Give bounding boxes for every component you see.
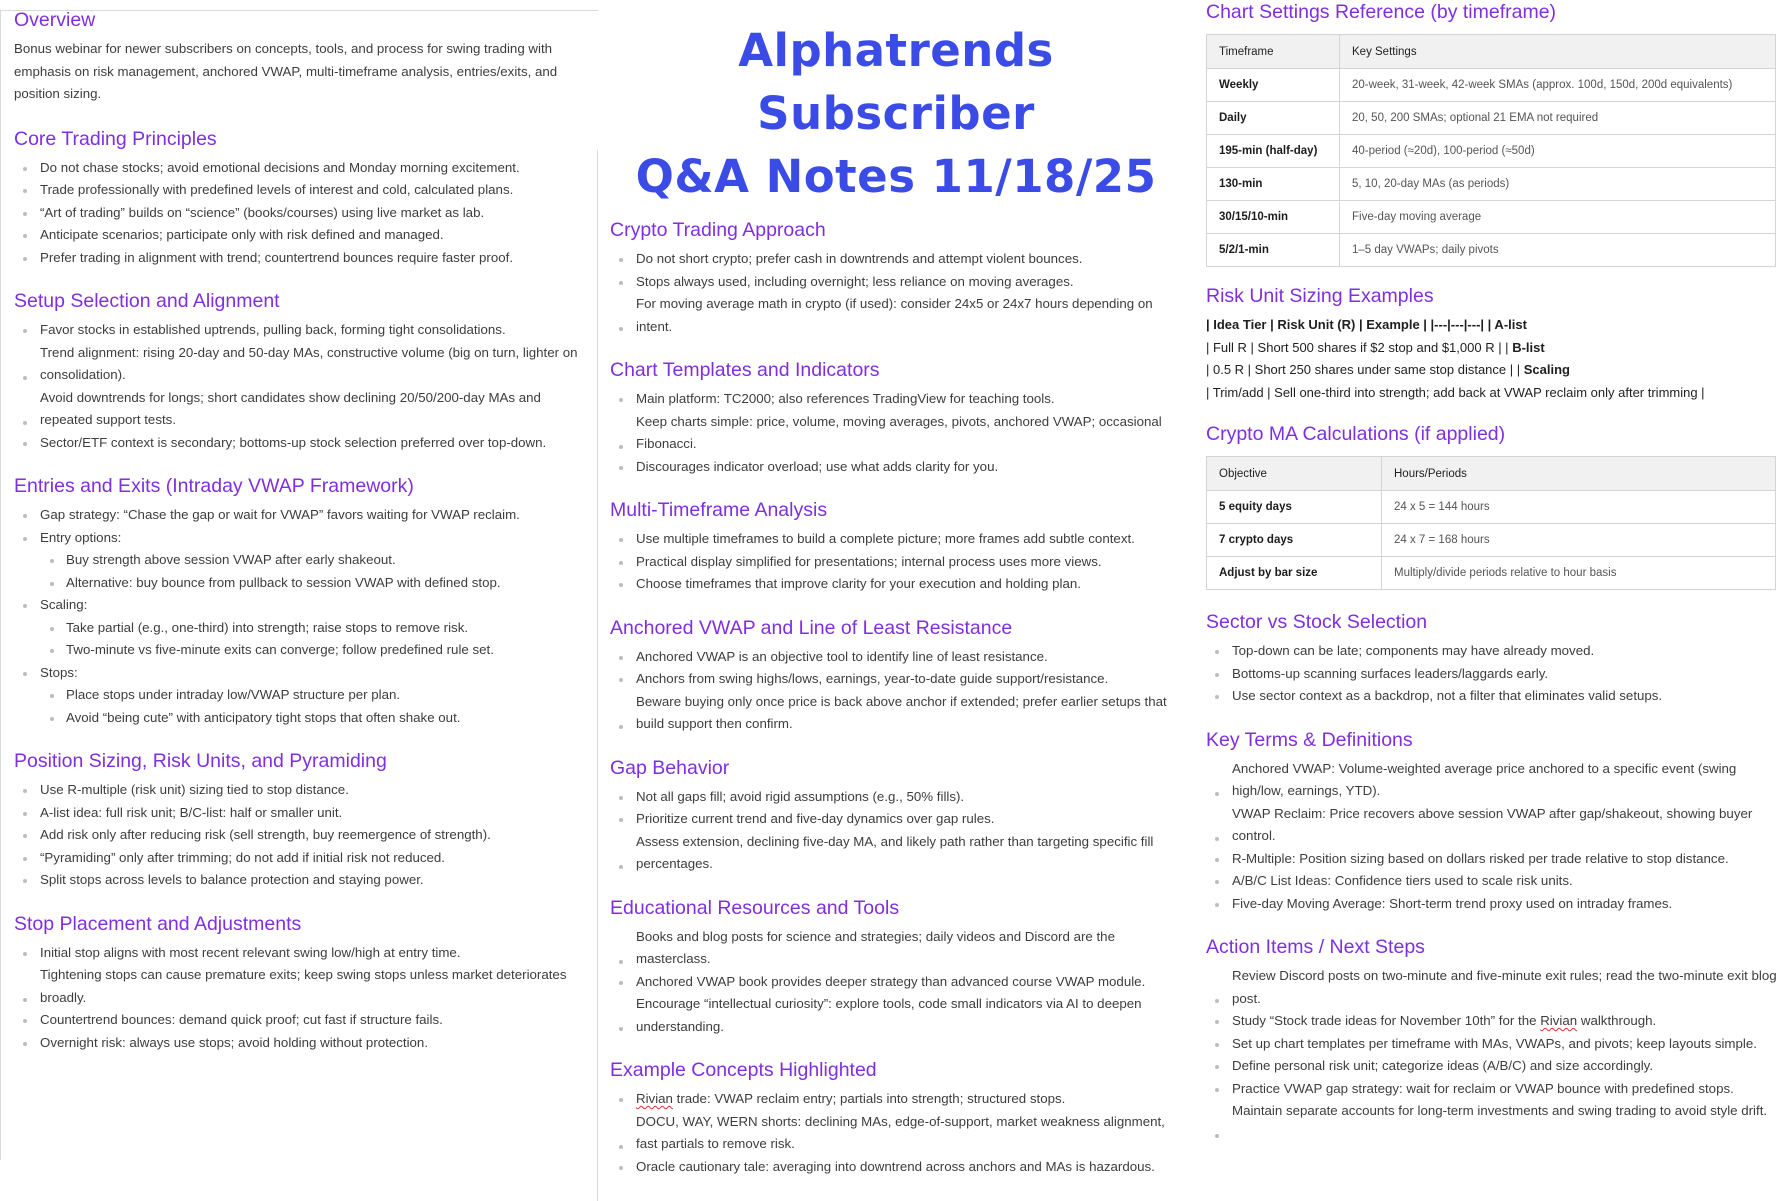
action-text: Study “Stock trade ideas for November 10th” for the bbox=[1232, 1013, 1541, 1028]
mta-section bbox=[610, 498, 1194, 596]
avwap-list bbox=[610, 646, 1194, 736]
entries-heading: Entries and Exits (Intraday VWAP Framework) bbox=[14, 475, 414, 497]
list-item: Define personal risk unit; categorize ideas (A/B/C) and size accordingly. bbox=[1206, 1055, 1789, 1078]
gap-section bbox=[610, 756, 1194, 876]
table-cell: Five-day moving average bbox=[1340, 201, 1776, 234]
document-title bbox=[598, 19, 1194, 208]
sector-list bbox=[1206, 640, 1789, 708]
list-item: Buy strength above session VWAP after early shakeout. bbox=[14, 549, 598, 572]
list-item: Overnight risk: always use stops; avoid holding without protection. bbox=[14, 1032, 598, 1055]
list-item: Oracle cautionary tale: averaging into downtrend across anchors and MAs is hazardous. bbox=[610, 1156, 1194, 1179]
list-item: Trade professionally with predefined levels of interest and cold, calculated plans. bbox=[14, 179, 598, 202]
col-header-hours: Hours/Periods bbox=[1382, 457, 1776, 491]
crypto-ma-section bbox=[1206, 422, 1789, 590]
table-cell: Multiply/divide periods relative to hour basis bbox=[1382, 557, 1776, 590]
sizing-list bbox=[14, 779, 598, 892]
terms-list bbox=[1206, 758, 1789, 916]
terms-heading: Key Terms & Definitions bbox=[1206, 728, 1413, 751]
table-cell: 20, 50, 200 SMAs; optional 21 EMA not required bbox=[1340, 102, 1776, 135]
list-item: Beware buying only once price is back above anchor if extended; prefer earlier setups that build support then confirm. bbox=[610, 691, 1194, 736]
risk-line-2-bold: B-list bbox=[1512, 339, 1545, 355]
mta-heading: Multi-Timeframe Analysis bbox=[610, 499, 828, 521]
table-cell: 30/15/10-min bbox=[1207, 201, 1340, 234]
sizing-section bbox=[14, 749, 598, 892]
mta-list bbox=[610, 528, 1194, 596]
gap-heading: Gap Behavior bbox=[610, 756, 730, 779]
list-item: Anticipate scenarios; participate only with risk defined and managed. bbox=[14, 224, 598, 247]
list-item: Entry options: bbox=[14, 527, 598, 550]
table-cell: Daily bbox=[1207, 102, 1340, 135]
list-item: Top-down can be late; components may have already moved. bbox=[1206, 640, 1789, 663]
list-item: Use R-multiple (risk unit) sizing tied to stop distance. bbox=[14, 779, 598, 802]
edu-list bbox=[610, 926, 1194, 1039]
table-row bbox=[1207, 524, 1776, 557]
avwap-heading: Anchored VWAP and Line of Least Resistance bbox=[610, 616, 1013, 639]
list-item: A/B/C List Ideas: Confidence tiers used to scale risk units. bbox=[1206, 870, 1789, 893]
settings-heading: Chart Settings Reference (by timeframe) bbox=[1206, 1, 1557, 23]
list-item: VWAP Reclaim: Price recovers above session VWAP after gap/shakeout, showing buyer control. bbox=[1206, 803, 1789, 848]
list-item: Do not chase stocks; avoid emotional decisions and Monday morning excitement. bbox=[14, 157, 598, 180]
gap-list bbox=[610, 786, 1194, 876]
list-item: Maintain separate accounts for long-term investments and swing trading to avoid style drift. bbox=[1206, 1100, 1789, 1123]
setup-section bbox=[14, 289, 598, 454]
table-cell: Adjust by bar size bbox=[1207, 557, 1382, 590]
list-item: Anchored VWAP: Volume-weighted average price anchored to a specific event (swing high/low, earnings, YTD). bbox=[1206, 758, 1789, 803]
table-row bbox=[1207, 102, 1776, 135]
list-item: Not all gaps fill; avoid rigid assumptions (e.g., 50% fills). bbox=[610, 786, 1194, 809]
table-row bbox=[1207, 491, 1776, 524]
overview-heading: Overview bbox=[14, 9, 96, 31]
table-row bbox=[1207, 234, 1776, 267]
list-item: Add risk only after reducing risk (sell strength, buy reemergence of strength). bbox=[14, 824, 598, 847]
list-item: Initial stop aligns with most recent relevant swing low/high at entry time. bbox=[14, 942, 598, 965]
crypto-list bbox=[610, 248, 1194, 338]
rivian-text: trade: VWAP reclaim entry; partials into strength; structured stops. bbox=[672, 1091, 1066, 1106]
list-item: Discourages indicator overload; use what adds clarity for you. bbox=[610, 456, 1194, 479]
list-item: Encourage “intellectual curiosity”: explore tools, code small indicators via AI to deepen understanding. bbox=[610, 993, 1194, 1038]
table-row bbox=[1207, 201, 1776, 234]
col-header-timeframe: Timeframe bbox=[1207, 35, 1340, 69]
table-cell: 24 x 5 = 144 hours bbox=[1382, 491, 1776, 524]
list-item: R-Multiple: Position sizing based on dollars risked per trade relative to stop distance. bbox=[1206, 848, 1789, 871]
avwap-section bbox=[610, 616, 1194, 736]
table-row bbox=[1207, 135, 1776, 168]
title-line-1: Alphatrends Subscriber bbox=[738, 24, 1054, 140]
list-item: Do not short crypto; prefer cash in downtrends and attempt violent bounces. bbox=[610, 248, 1194, 271]
list-item: Countertrend bounces: demand quick proof; cut fast if structure fails. bbox=[14, 1009, 598, 1032]
crypto-ma-heading: Crypto MA Calculations (if applied) bbox=[1206, 423, 1506, 445]
list-item: Scaling: bbox=[14, 594, 598, 617]
list-item: Sector/ETF context is secondary; bottoms-up stock selection preferred over top-down. bbox=[14, 432, 598, 455]
list-item: DOCU, WAY, WERN shorts: declining MAs, edge-of-support, market weakness alignment, fast partials to remove risk. bbox=[610, 1111, 1194, 1156]
settings-table bbox=[1206, 34, 1776, 267]
crypto-section bbox=[610, 218, 1194, 338]
examples-section bbox=[610, 1058, 1194, 1178]
risk-line-2-text: | Full R | Short 500 shares if $2 stop and $1,000 R | | bbox=[1206, 339, 1513, 355]
list-item: Use sector context as a backdrop, not a filter that eliminates valid setups. bbox=[1206, 685, 1789, 708]
list-item bbox=[1206, 1010, 1789, 1033]
list-item: Stops always used, including overnight; less reliance on moving averages. bbox=[610, 271, 1194, 294]
list-item: For moving average math in crypto (if used): consider 24x5 or 24x7 hours depending on intent. bbox=[610, 293, 1194, 338]
templates-heading: Chart Templates and Indicators bbox=[610, 359, 880, 381]
list-item: “Pyramiding” only after trimming; do not add if initial risk not reduced. bbox=[14, 847, 598, 870]
actions-heading: Action Items / Next Steps bbox=[1206, 936, 1425, 958]
templates-list bbox=[610, 388, 1194, 478]
table-row bbox=[1207, 557, 1776, 590]
rivian-word: Rivian bbox=[1540, 1013, 1578, 1028]
edu-section bbox=[610, 896, 1194, 1039]
crypto-heading: Crypto Trading Approach bbox=[610, 219, 826, 241]
list-item: Main platform: TC2000; also references TradingView for teaching tools. bbox=[610, 388, 1194, 411]
risk-line-3 bbox=[1206, 359, 1789, 382]
list-item: Assess extension, declining five-day MA, and likely path rather than targeting specific fill percentages. bbox=[610, 831, 1194, 876]
risk-table-text bbox=[1206, 314, 1789, 404]
list-item: Review Discord posts on two-minute and five-minute exit rules; read the two-minute exit blog post. bbox=[1206, 965, 1789, 1010]
settings-section bbox=[1206, 0, 1789, 267]
list-item: Choose timeframes that improve clarity for your execution and holding plan. bbox=[610, 573, 1194, 596]
list-item: Two-minute vs five-minute exits can converge; follow predefined rule set. bbox=[14, 639, 598, 662]
risk-line-3-bold: Scaling bbox=[1523, 362, 1570, 377]
risk-line-1 bbox=[1206, 314, 1789, 337]
actions-list bbox=[1206, 965, 1789, 1123]
templates-section bbox=[610, 358, 1194, 478]
list-item: Anchored VWAP is an objective tool to identify line of least resistance. bbox=[610, 646, 1194, 669]
table-cell: 24 x 7 = 168 hours bbox=[1382, 524, 1776, 557]
list-item: Anchored VWAP book provides deeper strategy than advanced course VWAP module. bbox=[610, 971, 1194, 994]
list-item: Set up chart templates per timeframe with MAs, VWAPs, and pivots; keep layouts simple. bbox=[1206, 1033, 1789, 1056]
list-item: Stops: bbox=[14, 662, 598, 685]
list-item: Practical display simplified for presentations; internal process uses more views. bbox=[610, 551, 1194, 574]
terms-section bbox=[1206, 728, 1789, 916]
entries-section bbox=[14, 474, 598, 729]
list-item: Anchors from swing highs/lows, earnings, year-to-date guide support/resistance. bbox=[610, 668, 1194, 691]
list-item: Tightening stops can cause premature exits; keep swing stops unless market deteriorates broadly. bbox=[14, 964, 598, 1009]
edu-heading: Educational Resources and Tools bbox=[610, 896, 900, 919]
list-item: Practice VWAP gap strategy: wait for reclaim or VWAP bounce with predefined stops. bbox=[1206, 1078, 1789, 1101]
table-header-row bbox=[1207, 35, 1776, 69]
table-row bbox=[1207, 69, 1776, 102]
stop-placement-heading: Stop Placement and Adjustments bbox=[14, 912, 302, 935]
col-header-key-settings: Key Settings bbox=[1340, 35, 1776, 69]
sector-heading: Sector vs Stock Selection bbox=[1206, 611, 1428, 633]
risk-section bbox=[1206, 284, 1789, 404]
setup-heading: Setup Selection and Alignment bbox=[14, 290, 280, 312]
risk-line-2 bbox=[1206, 337, 1789, 360]
table-cell: 1–5 day VWAPs; daily pivots bbox=[1340, 234, 1776, 267]
core-principles-section bbox=[14, 127, 598, 270]
list-item: Alternative: buy bounce from pullback to session VWAP with defined stop. bbox=[14, 572, 598, 595]
list-item bbox=[610, 1088, 1194, 1111]
table-cell: 5, 10, 20-day MAs (as periods) bbox=[1340, 168, 1776, 201]
list-item: Favor stocks in established uptrends, pulling back, forming tight consolidations. bbox=[14, 319, 598, 342]
list-item: Prefer trading in alignment with trend; countertrend bounces require faster proof. bbox=[14, 247, 598, 270]
list-item: Prioritize current trend and five-day dynamics over gap rules. bbox=[610, 808, 1194, 831]
list-item: Avoid “being cute” with anticipatory tight stops that often shake out. bbox=[14, 707, 598, 730]
risk-line-3-text: | 0.5 R | Short 250 shares under same stop distance | | bbox=[1206, 362, 1524, 377]
sizing-heading: Position Sizing, Risk Units, and Pyramiding bbox=[14, 750, 387, 772]
table-cell: 5 equity days bbox=[1207, 491, 1382, 524]
table-cell: 5/2/1-min bbox=[1207, 234, 1340, 267]
list-item: Avoid downtrends for longs; short candidates show declining 20/50/200-day MAs and repeated support tests. bbox=[14, 387, 598, 432]
sector-section bbox=[1206, 610, 1789, 708]
risk-line-1-text: | Idea Tier | Risk Unit (R) | Example | |---|---|---| | A-list bbox=[1206, 317, 1527, 332]
list-item: Books and blog posts for science and strategies; daily videos and Discord are the masterclass. bbox=[610, 926, 1194, 971]
list-item: Place stops under intraday low/VWAP structure per plan. bbox=[14, 684, 598, 707]
list-item: Split stops across levels to balance protection and staying power. bbox=[14, 869, 598, 892]
list-item: A-list idea: full risk unit; B/C-list: half or smaller unit. bbox=[14, 802, 598, 825]
entries-list bbox=[14, 504, 598, 729]
table-row bbox=[1207, 168, 1776, 201]
overview-text: Bonus webinar for newer subscribers on concepts, tools, and process for swing trading with emphasis on risk management, anchored VWAP, multi-timeframe analysis, entries/exits, and position sizing. bbox=[14, 41, 558, 101]
table-cell: 195-min (half-day) bbox=[1207, 135, 1340, 168]
core-principles-list bbox=[14, 157, 598, 270]
crypto-ma-table bbox=[1206, 456, 1776, 590]
title-line-2: Q&A Notes 11/18/25 bbox=[635, 150, 1157, 203]
table-cell: Weekly bbox=[1207, 69, 1340, 102]
list-item: Take partial (e.g., one-third) into strength; raise stops to remove risk. bbox=[14, 617, 598, 640]
stop-placement-list bbox=[14, 942, 598, 1055]
risk-line-4: | Trim/add | Sell one-third into strength; add back at VWAP reclaim only after trimming | bbox=[1206, 384, 1705, 400]
overview-section bbox=[14, 8, 598, 106]
table-cell: 130-min bbox=[1207, 168, 1340, 201]
examples-list bbox=[610, 1088, 1194, 1178]
list-item: Five-day Moving Average: Short-term trend proxy used on intraday frames. bbox=[1206, 893, 1789, 916]
table-cell: 7 crypto days bbox=[1207, 524, 1382, 557]
list-item: Bottoms-up scanning surfaces leaders/laggards early. bbox=[1206, 663, 1789, 686]
right-column bbox=[1194, 0, 1789, 1143]
list-item: Use multiple timeframes to build a complete picture; more frames add subtle context. bbox=[610, 528, 1194, 551]
table-header-row bbox=[1207, 457, 1776, 491]
action-text: walkthrough. bbox=[1577, 1013, 1657, 1028]
stop-placement-section bbox=[14, 912, 598, 1055]
rivian-word: Rivian bbox=[636, 1091, 673, 1106]
list-item: Keep charts simple: price, volume, moving averages, pivots, anchored VWAP; occasional Fibonacci. bbox=[610, 411, 1194, 456]
core-principles-heading: Core Trading Principles bbox=[14, 127, 217, 150]
col-header-objective: Objective bbox=[1207, 457, 1382, 491]
table-cell: 20-week, 31-week, 42-week SMAs (approx. 100d, 150d, 200d equivalents) bbox=[1340, 69, 1776, 102]
list-item: Gap strategy: “Chase the gap or wait for VWAP” favors waiting for VWAP reclaim. bbox=[14, 504, 598, 527]
setup-list bbox=[14, 319, 598, 454]
list-item: Trend alignment: rising 20-day and 50-day MAs, constructive volume (big on turn, lighter on consolidation). bbox=[14, 342, 598, 387]
table-cell: 40-period (≈20d), 100-period (≈50d) bbox=[1340, 135, 1776, 168]
actions-section bbox=[1206, 935, 1789, 1123]
risk-heading: Risk Unit Sizing Examples bbox=[1206, 285, 1434, 307]
examples-heading: Example Concepts Highlighted bbox=[610, 1059, 877, 1081]
middle-column bbox=[598, 0, 1194, 1198]
list-item: “Art of trading” builds on “science” (books/courses) using live market as lab. bbox=[14, 202, 598, 225]
left-column bbox=[0, 0, 598, 1074]
